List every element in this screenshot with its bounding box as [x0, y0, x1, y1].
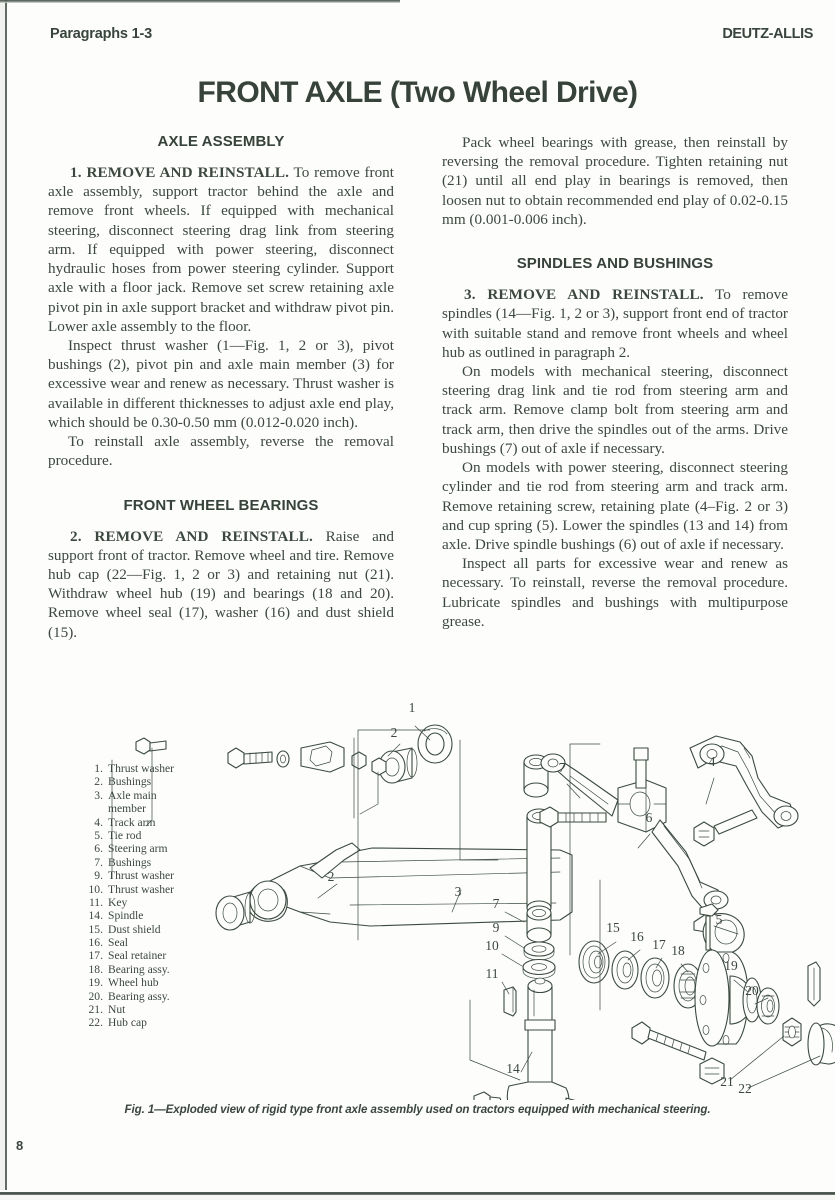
- paragraph-9: Inspect all parts for excessive wear and renew as necessary. To reinstall, reverse the removal procedure. Lubricate spindles and bushings with multipurpose grease.: [442, 555, 788, 630]
- callout-number: 15: [606, 920, 620, 935]
- paragraph-6-text: To remove spindles (14—Fig. 1, 2 or 3), support front end of tractor with suitable stand and remove front wheels and wheel hub as outlined in paragraph 2.: [442, 286, 788, 361]
- legend-item: [84, 842, 174, 855]
- paragraph-5: Pack wheel bearings with grease, then reinstall by reversing the removal procedure. Tighten retaining nut (21) until all end play in bearings is removed, then loosen nut to obtain recommended end play of 0.02-0.15 mm (0.001-0.006 inch).: [442, 134, 788, 228]
- spindle-14-part: [474, 978, 647, 1100]
- axle-main-member-part: [118, 843, 572, 1100]
- bushings-7-part: [524, 755, 551, 942]
- figure-caption: Fig. 1—Exploded view of rigid type front axle assembly used on tractors equipped with mechanical steering.: [124, 1103, 711, 1116]
- callout-number: 14: [506, 1061, 520, 1076]
- callout-number: 2: [390, 725, 398, 740]
- legend-item-number: 7.: [94, 855, 103, 869]
- hub-cap-22-part: [808, 1023, 835, 1065]
- legend-item: [84, 896, 174, 909]
- legend-item: [84, 976, 174, 989]
- legend-item-number: 22.: [88, 1016, 103, 1030]
- legend-item-number: 21.: [88, 1003, 103, 1017]
- callout-number: 19: [724, 958, 738, 973]
- legend-item-label: Seal: [108, 936, 128, 950]
- paragraph-2: Inspect thrust washer (1—Fig. 1, 2 or 3), pivot bushings (2), pivot pin and axle main member (3) for excessive wear and renew as necessary. Thrust washer is available in different thicknesses to adjust axle end play, which should be 0.30-0.50 mm (0.012-0.020 inch).: [48, 336, 394, 431]
- seal-retainer-17-part: [641, 958, 669, 998]
- dust-shield-15-part: [579, 941, 609, 983]
- legend-item: [84, 762, 174, 775]
- legend-item-number: 3.: [94, 788, 103, 802]
- paragraph-6-label: 3. REMOVE AND REINSTALL.: [464, 286, 704, 304]
- legend-item-label: Wheel hub: [108, 976, 159, 990]
- paragraph-6: [442, 285, 788, 362]
- legend-item-label: Thrust washer: [108, 762, 175, 775]
- legend-item: [84, 816, 174, 829]
- paragraph-7: On models with mechanical steering, disconnect steering drag link and tie rod from steering arm and track arm. Remove clamp bolt from steering arm and track arm, then drive the spindles out of the arms. Drive bushings (7) out of axle if necessary.: [442, 362, 788, 457]
- legend-item-label: Thrust washer: [108, 882, 175, 896]
- paragraph-4: [48, 527, 394, 642]
- paragraph-4-label: 2. REMOVE AND REINSTALL.: [70, 527, 313, 545]
- paragraph-1-text: To remove front axle assembly, support tractor behind the axle and remove front wheels. If equipped with mechanical steering, disconnect steering drag link from steering arm. If equipped with power steering, disconnect hydraulic hoses from power steering cylinder. Support axle with a floor jack. Remove set screw retaining axle pivot pin in axle support bracket and withdraw pivot pin. Lower axle assembly to the floor.: [48, 164, 394, 335]
- body-columns: [48, 133, 788, 642]
- legend-item-label: Dust shield: [108, 922, 161, 936]
- legend-item-number: 19.: [88, 976, 103, 990]
- callout-number: 7: [558, 760, 566, 775]
- legend-item: [84, 869, 174, 882]
- running-head-brand: DEUTZ-ALLIS: [722, 26, 813, 42]
- figure-1: [0, 700, 835, 1100]
- heading-front-wheel-bearings: FRONT WHEEL BEARINGS: [123, 496, 319, 514]
- legend-item-label: Tie rod: [108, 828, 142, 842]
- bushing-2-lower-part: [216, 892, 255, 930]
- legend-item-number: 17.: [88, 949, 103, 963]
- callout-number: 6: [645, 810, 653, 825]
- legend-item-number: 14.: [88, 909, 103, 923]
- legend-item: [84, 909, 174, 922]
- bearing-20-part: [757, 988, 779, 1024]
- callout-number: 11: [485, 966, 499, 981]
- legend-item-label: member: [108, 802, 146, 816]
- callout-number: 16: [630, 929, 644, 944]
- legend-item-label: Seal retainer: [108, 949, 167, 963]
- legend-item-number: 6.: [94, 842, 103, 856]
- legend-item-label: Bearing assy.: [108, 962, 170, 976]
- thrust-washers-9-10-part: [523, 942, 555, 979]
- legend-item-label: Bushings: [108, 855, 152, 869]
- legend-item-number: 20.: [88, 989, 103, 1003]
- legend-item-number: 15.: [88, 922, 103, 936]
- figure-legend: [84, 762, 174, 1030]
- callout-number: 9: [492, 920, 500, 935]
- callout-number: 3: [454, 884, 462, 899]
- page-number: 8: [16, 1138, 24, 1153]
- legend-item-label: Spindle: [108, 909, 144, 923]
- paragraph-1-label: 1. REMOVE AND REINSTALL.: [70, 164, 290, 181]
- heading-axle-assembly: AXLE ASSEMBLY: [157, 133, 285, 150]
- seal-16-part: [612, 951, 638, 989]
- callout-number: 17: [652, 937, 666, 952]
- legend-item: [84, 802, 174, 815]
- legend-item: [84, 990, 174, 1003]
- right-column: [442, 133, 788, 642]
- legend-item: [84, 1016, 174, 1029]
- legend-item-number: 16.: [88, 936, 103, 950]
- callout-number: 5: [715, 912, 723, 927]
- legend-item-label: Key: [108, 895, 128, 909]
- callout-number: 21: [720, 1074, 734, 1089]
- legend-item: [84, 789, 174, 802]
- callout-number: 2: [327, 869, 335, 884]
- key-11-part: [504, 987, 516, 1016]
- legend-item-number: 2.: [94, 775, 103, 789]
- legend-item-number: 10.: [88, 882, 103, 896]
- legend-item-label: Steering arm: [108, 842, 168, 856]
- running-head-left: Paragraphs 1-3: [50, 26, 152, 42]
- callout-number: 18: [671, 943, 685, 958]
- legend-item: [84, 883, 174, 896]
- paragraph-4-text: Raise and support front of tractor. Remove wheel and tire. Remove hub cap (22—Fig. 1, 2 or 3) and retaining nut (21). Withdraw wheel hub (19) and bearings (18 and 20). Remove wheel seal (17), washer (16) and dust shield (15).: [48, 527, 394, 641]
- paragraph-8: On models with power steering, disconnect steering cylinder and tie rod from steering arm and track arm. Remove retaining screw, retaining plate (4–Fig. 2 or 3) and cup spring (5). Lower the spindles (13 and 14) from axle. Drive spindle bushings (6) out of axle if necessary.: [442, 459, 788, 553]
- legend-item-label: Bushings: [108, 775, 152, 789]
- scan-edge-bottom-margin: [0, 1195, 835, 1200]
- left-column: [48, 133, 394, 642]
- callout-number: 4: [708, 754, 716, 769]
- callout-number: 22: [738, 1081, 752, 1096]
- paragraph-3: To reinstall axle assembly, reverse the removal procedure.: [48, 433, 394, 470]
- scan-edge-bottom-line: [0, 1192, 835, 1195]
- callout-number: 7: [492, 896, 500, 911]
- legend-item-number: 18.: [88, 962, 103, 976]
- callout-number: 1: [408, 700, 416, 715]
- legend-item-number: 4.: [94, 815, 103, 829]
- legend-item-label: Thrust washer: [108, 869, 175, 883]
- paragraph-1: [48, 163, 394, 336]
- page-title: FRONT AXLE (Two Wheel Drive): [197, 76, 638, 110]
- legend-item-number: 11.: [88, 895, 103, 909]
- legend-item-label: Axle main: [108, 788, 157, 802]
- legend-item-label: Nut: [108, 1003, 126, 1017]
- callout-number: 20: [745, 983, 759, 998]
- legend-item: [84, 936, 174, 949]
- legend-item: [84, 949, 174, 962]
- legend-item: [84, 1003, 174, 1016]
- legend-item-label: Hub cap: [108, 1016, 147, 1030]
- callout-number: 10: [485, 938, 499, 953]
- legend-item: [84, 963, 174, 976]
- legend-item: [84, 829, 174, 842]
- heading-spindles-and-bushings: SPINDLES AND BUSHINGS: [516, 255, 714, 273]
- thrust-washer-1-part: [418, 725, 452, 763]
- scan-edge-top-line: [0, 0, 400, 3]
- legend-item-number: 1.: [94, 762, 103, 775]
- legend-item: [84, 775, 174, 788]
- legend-item: [84, 856, 174, 869]
- legend-item-label: Track arm: [108, 815, 156, 829]
- legend-item-number: 9.: [94, 869, 103, 883]
- legend-item-label: Bearing assy.: [108, 989, 170, 1003]
- legend-item-number: 5.: [94, 828, 103, 842]
- legend-item: [84, 923, 174, 936]
